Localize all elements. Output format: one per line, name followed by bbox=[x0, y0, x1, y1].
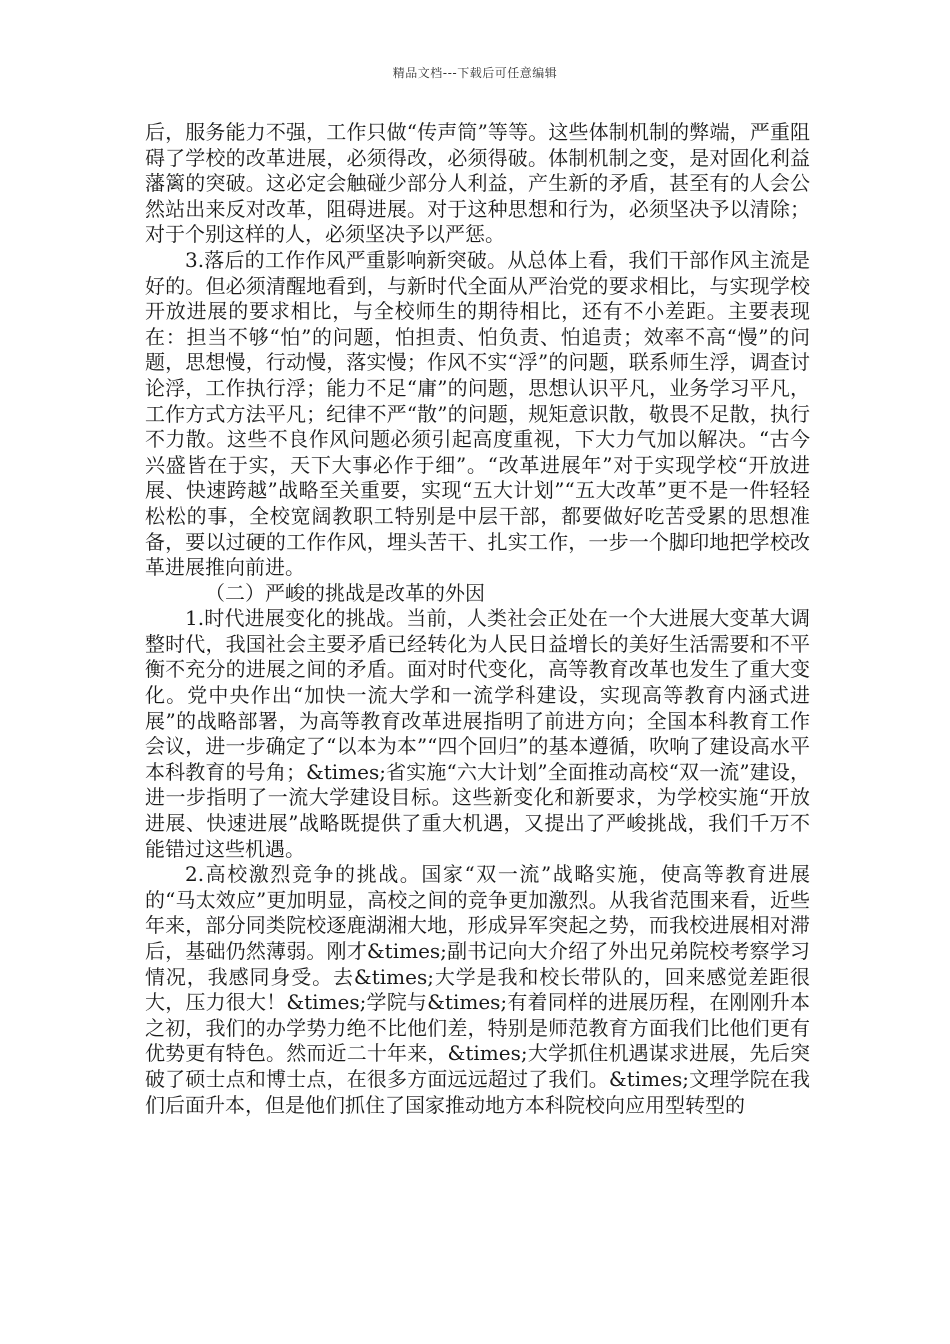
paragraph-era-challenge: 1.时代进展变化的挑战。当前，人类社会正处在一个大进展大变革大调整时代，我国社会主要矛盾已经转化为人民日益增长的美好生活需要和不平衡不充分的进展之间的矛盾。面对时代变化，高等教育改革也发生了重大变化。党中央作出“加快一流大学和一流学科建设，实现高等教育内涵式进展”的战略部署，为高等教育改革进展指明了前进方向；全国本科教育工作会议，进一步确定了“以本为本”“四个回归”的基本遵循，吹响了建设高水平本科教育的号角；&times;省实施“六大计划”全面推动高校“双一流”建设，进一步指明了一流大学建设目标。这些新变化和新要求，为学校实施“开放进展、快速进展”战略既提供了重大机遇，又提出了严峻挑战，我们千万不能错过这些机遇。 bbox=[145, 606, 810, 861]
page-header: 精品文档---下载后可任意编辑 bbox=[392, 66, 558, 80]
paragraph-continuation: 后，服务能力不强，工作只做“传声筒”等等。这些体制机制的弊端，严重阻碍了学校的改革进展，必须得改，必须得破。体制机制之变，是对固化利益藩篱的突破。这必定会触碰少部分人利益，产生新的矛盾，甚至有的人会公然站出来反对改革，阻碍进展。对于这种思想和行为，必须坚决予以清除；对于个别这样的人，必须坚决予以严惩。 bbox=[145, 120, 810, 247]
section-heading: （二）严峻的挑战是改革的外因 bbox=[205, 580, 485, 605]
document-body bbox=[145, 120, 810, 1118]
paragraph-work-style: 3.落后的工作作风严重影响新突破。从总体上看，我们干部作风主流是好的。但必须清醒地看到，与新时代全面从严治党的要求相比，与实现学校开放进展的要求相比，与全校师生的期待相比，还有不小差距。主要表现在：担当不够“怕”的问题，怕担责、怕负责、怕追责；效率不高“慢”的问题，思想慢，行动慢，落实慢；作风不实“浮”的问题，联系师生浮，调查讨论浮，工作执行浮；能力不足“庸”的问题，思想认识平凡，业务学习平凡，工作方式方法平凡；纪律不严“散”的问题，规矩意识散，敬畏不足散，执行不力散。这些不良作风问题必须引起高度重视，下大力气加以解决。“古今兴盛皆在于实，天下大事必作于细”。“改革进展年”对于实现学校“开放进展、快速跨越”战略至关重要，实现“五大计划”“五大改革”更不是一件轻轻松松的事，全校宽阔教职工特别是中层干部，都要做好吃苦受累的思想准备，要以过硬的工作作风，埋头苦干、扎实工作，一步一个脚印地把学校改革进展推向前进。 bbox=[145, 247, 810, 580]
paragraph-competition-challenge: 2.高校激烈竞争的挑战。国家“双一流”战略实施，使高等教育进展的“马太效应”更加明显，高校之间的竞争更加激烈。从我省范围来看，近些年来，部分同类院校逐鹿湖湘大地，形成异军突起之势，而我校进展相对滞后，基础仍然薄弱。刚才&times;副书记向大介绍了外出兄弟院校考察学习情况，我感同身受。去&times;大学是我和校长带队的，回来感觉差距很大，压力很大！&times;学院与&times;有着同样的进展历程，在刚刚升本之初，我们的办学势力绝不比他们差，特别是师范教育方面我们比他们更有优势更有特色。然而近二十年来，&times;大学抓住机遇谋求进展，先后突破了硕士点和博士点，在很多方面远远超过了我们。&times;文理学院在我们后面升本，但是他们抓住了国家推动地方本科院校向应用型转型的 bbox=[145, 862, 810, 1117]
